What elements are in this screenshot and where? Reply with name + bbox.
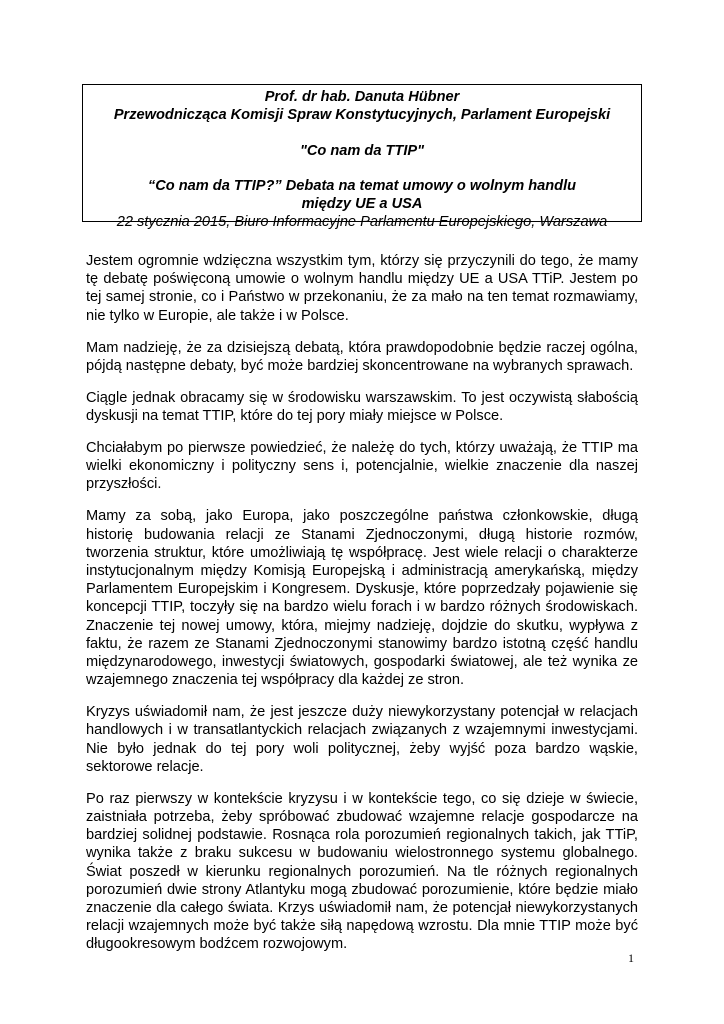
event-title-line1: “Co nam da TTIP?” Debata na temat umowy o wolnym handlu	[147, 178, 577, 194]
speech-body	[86, 252, 638, 967]
document-header-box	[82, 84, 642, 230]
event-title-line2: między UE a USA	[301, 196, 423, 212]
speech-title: "Co nam da TTIP"	[299, 143, 425, 159]
paragraph-6: Kryzys uświadomił nam, że jest jeszcze duży niewykorzystany potencjał w relacjach handlowych i w transatlantyckich relacjach związanych z wzajemnymi inwestycjami. Nie było jednak do tej pory woli politycznej, żeby wyjść poza bardzo wąskie, sektorowe relacje.	[86, 704, 638, 775]
event-date-place: 22 stycznia 2015, Biuro Informacyjne Parlamentu Europejskiego, Warszawa	[116, 214, 608, 230]
paragraph-3: Ciągle jednak obracamy się w środowisku warszawskim. To jest oczywistą słabością dyskusji na temat TTIP, które do tej pory miały miejsce w Polsce.	[86, 389, 638, 425]
author-position: Przewodnicząca Komisji Spraw Konstytucyjnych, Parlament Europejski	[113, 107, 611, 123]
paragraph-2: Mam nadzieję, że za dzisiejszą debatą, która prawdopodobnie będzie raczej ogólna, pójdą następne debaty, być może bardziej skoncentrowane na wybranych sprawach.	[86, 339, 638, 374]
paragraph-4: Chciałabym po pierwsze powiedzieć, że należę do tych, którzy uważają, że TTIP ma wielki ekonomiczny i polityczny sens i, potencjalnie, wielkie znaczenie dla naszej przyszłości.	[86, 440, 638, 493]
paragraph-1: Jestem ogromnie wdzięczna wszystkim tym, którzy się przyczynili do tego, że mamy tę debatę poświęconą umowie o wolnym handlu między UE a USA TTiP. Jestem po tej samej stronie, co i Państwo w przekonaniu, że za mało na ten temat rozmawiamy, nie tylko w Europie, ale także i w Polsce.	[86, 253, 638, 324]
page-number: 1	[628, 951, 634, 965]
paragraph-5: Mamy za sobą, jako Europa, jako poszczególne państwa członkowskie, długą historię budowania relacji ze Stanami Zjednoczonymi, długą historie rozmów, tworzenia struktur, które umożliwiają tę współpracę. Jest wiele relacji o charakterze instytucjonalnym między Komisją Europejską i administracją amerykańską, między Parlamentem Europejskim i Kongresem. Dyskusje, które poprzedzały pojawienie się koncepcji TTIP, toczyły się na bardzo wielu forach i w bardzo różnych środowiskach. Znaczenie tej nowej umowy, która, miejmy nadzieję, dojdzie do skutku, wypływa z faktu, że razem ze Stanami Zjednoczonymi stanowimy bardzo istotną część handlu międzynarodowego, inwestycji światowych, gospodarki światowej, ale też wynika ze wzajemnego znaczenia tej współpracy dla każdej ze stron.	[86, 508, 638, 689]
author-name: Prof. dr hab. Danuta Hübner	[264, 89, 460, 105]
paragraph-7: Po raz pierwszy w kontekście kryzysu i w kontekście tego, co się dzieje w świecie, zaistniała potrzeba, żeby spróbować zbudować wzajemne relacje gospodarcze na bardziej solidnej podstawie. Rosnąca rola porozumień regionalnych takich, jak TTiP, wynika także z braku sukcesu w budowaniu wielostronnego systemu globalnego. Świat poszedł w kierunku regionalnych porozumień. Na tle różnych regionalnych porozumień dwie strony Atlantyku mogą zbudować porozumienie, które będzie miało znaczenie dla całego świata. Krzys uświadomił nam, że potencjał niewykorzystanych relacji wzajemnych może być także siłą napędową wzrostu. Dla mnie TTIP może być długookresowym bodźcem rozwojowym.	[86, 790, 638, 953]
